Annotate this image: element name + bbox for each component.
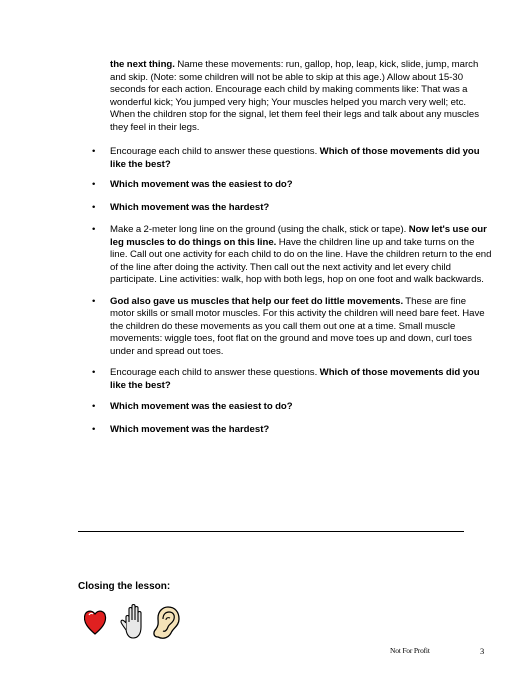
bullet-glyph: • — [92, 401, 96, 412]
item-bold: Which movement was the easiest to do? — [110, 401, 293, 412]
bullet-glyph: • — [92, 367, 96, 378]
item-text: Encourage each child to answer these questions. — [110, 367, 320, 378]
item-text: Encourage each child to answer these questions. — [110, 146, 320, 157]
bullet-glyph: • — [92, 201, 96, 213]
bullet-glyph: • — [92, 423, 96, 435]
list-item — [92, 296, 492, 359]
list-item — [92, 401, 492, 414]
continuation-text: Name these movements: run, gallop, hop, leap, kick, slide, jump, march and skip. (Note: some children will not be able to skip at this age.) Allow about 15-30 seconds for each action. Encourage each child by making comments like: That was a wonderful kick; You jumped very high; Your muscles helped you march very well; etc. When the children stop for the signal, let them feel their legs and talk about any muscles they feel in their legs. — [110, 59, 480, 133]
continuation-paragraph — [110, 59, 490, 134]
item-bold: God also gave us muscles that help our feet do little movements. — [110, 295, 404, 307]
item-bold: Which movement was the hardest? — [110, 201, 270, 213]
ear-icon — [154, 607, 179, 638]
continuation-bold-lead: the next thing. — [110, 59, 175, 70]
hand-icon — [121, 605, 141, 639]
item-text: These are fine motor skills or small motor muscles. For this activity the children will need bare feet. Have the children do these movements as you call them out one at a time. Small muscle movements: wiggle toes, foot flat on the ground and move toes up and down, curl toes under and spread out toes. — [110, 295, 485, 357]
footer-text: Not For Profit — [390, 646, 430, 655]
list-item — [92, 202, 492, 215]
item-bold: Which of those movements did you like the best? — [110, 146, 480, 170]
bullet-glyph: • — [92, 224, 96, 235]
item-text: Make a 2-meter long line on the ground (using the chalk, stick or tape). — [110, 224, 409, 235]
item-bold: Which of those movements did you like the best? — [110, 367, 480, 391]
page-number: 3 — [480, 646, 485, 656]
item-bold: Which movement was the easiest to do? — [110, 179, 293, 190]
section-divider — [78, 531, 464, 532]
bullet-glyph: • — [92, 146, 96, 157]
heart-icon — [84, 611, 105, 634]
list-item — [92, 367, 492, 392]
list-item — [92, 424, 492, 437]
item-bold: Which movement was the hardest? — [110, 423, 270, 435]
bullet-list — [92, 146, 492, 436]
item-bold: Now let's use our leg muscles to do things on this line. — [110, 224, 487, 248]
bullet-glyph: • — [92, 295, 96, 307]
list-item — [92, 179, 492, 192]
item-text: Have the children line up and take turns on the line. Call out one activity for each child to do on the line. Have the children return to the end of the line after doing the activity. Then call out the next activity and let every child participate. Line activities: walk, hop with both legs, hop on one foot and walk backwards. — [110, 236, 492, 285]
bullet-glyph: • — [92, 179, 96, 190]
closing-heading: Closing the lesson: — [78, 581, 171, 592]
list-item — [92, 224, 492, 287]
list-item — [92, 146, 492, 171]
closing-icons — [84, 603, 184, 643]
